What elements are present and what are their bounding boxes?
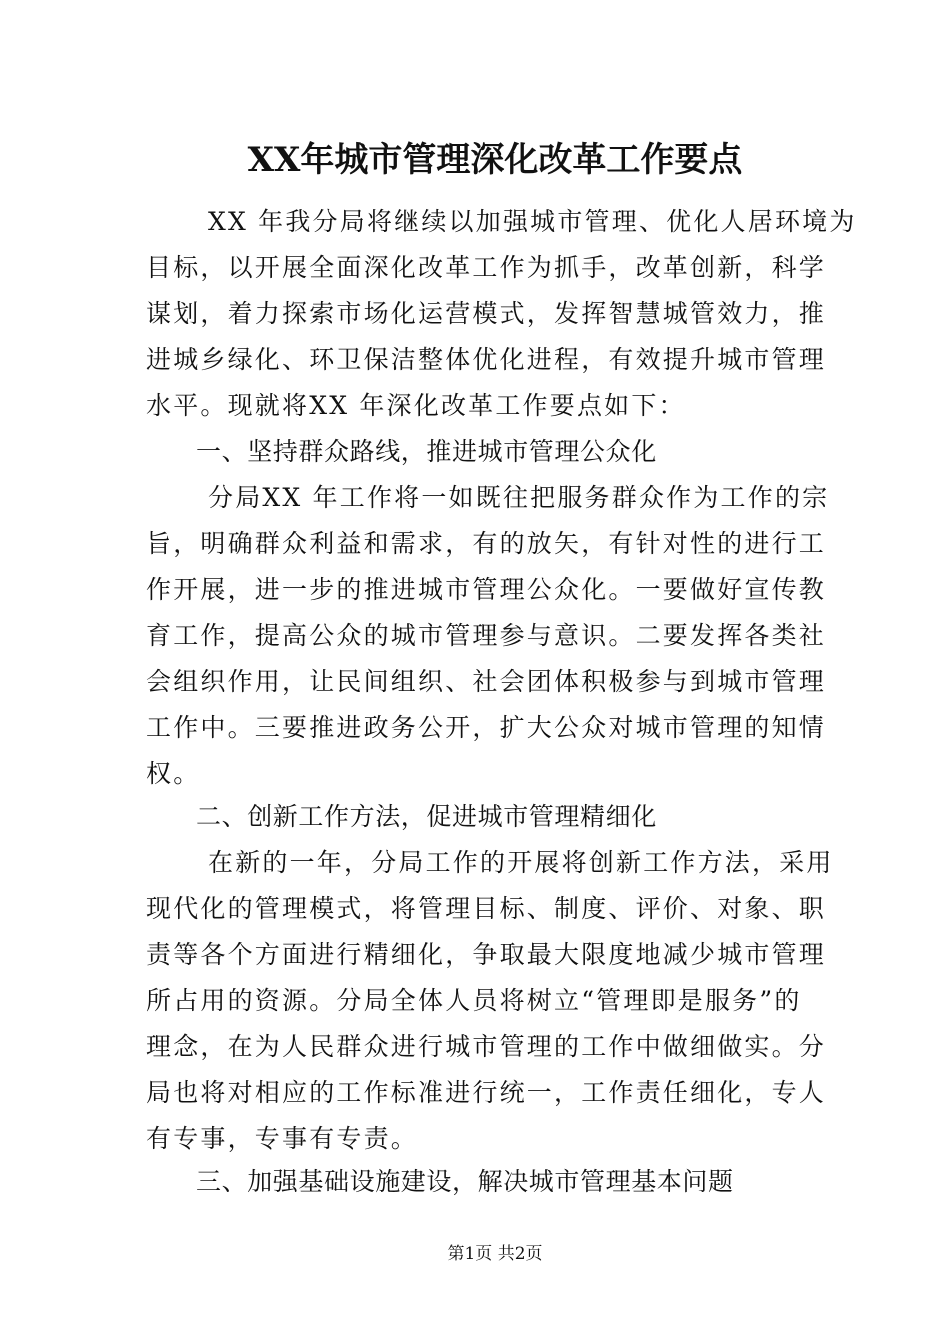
paragraph-line: 育工作，提高公众的城市管理参与意识。二要发挥各类社 (146, 621, 827, 650)
paragraph-line: 分局XX 年工作将一如既往把服务群众作为工作的宗 (208, 483, 830, 512)
paragraph-line: 谋划，着力探索市场化运营模式，发挥智慧城管效力，推 (146, 299, 827, 328)
paragraph-line: 旨，明确群众利益和需求，有的放矢，有针对性的进行工 (146, 529, 827, 558)
section-heading: 三、加强基础设施建设，解决城市管理基本问题 (196, 1167, 734, 1196)
paragraph-line: 有专事，专事有专责。 (146, 1124, 419, 1153)
paragraph-line: 会组织作用，让民间组织、社会团体积极参与到城市管理 (146, 667, 827, 696)
paragraph-line: 在新的一年，分局工作的开展将创新工作方法，采用 (208, 848, 834, 877)
paragraph-line: 所占用的资源。分局全体人员将树立“管理即是服务”的 (146, 986, 802, 1015)
page-footer: 第1页 共2页 (447, 1244, 543, 1264)
paragraph-line: 目标，以开展全面深化改革工作为抓手，改革创新，科学 (146, 253, 827, 282)
paragraph-line: 现代化的管理模式，将管理目标、制度、评价、对象、职 (146, 894, 827, 923)
paragraph-line: XX 年我分局将继续以加强城市管理、优化人居环境为 (208, 207, 857, 236)
paragraph-line: 理念，在为人民群众进行城市管理的工作中做细做实。分 (146, 1032, 827, 1061)
paragraph-line: 工作中。三要推进政务公开，扩大公众对城市管理的知情 (146, 713, 827, 742)
paragraph-line: 责等各个方面进行精细化，争取最大限度地减少城市管理 (146, 940, 827, 969)
section-heading: 二、创新工作方法，促进城市管理精细化 (196, 802, 657, 831)
section-heading: 一、坚持群众路线，推进城市管理公众化 (196, 437, 657, 466)
document-title: XX年城市管理深化改革工作要点 (247, 140, 743, 180)
paragraph-line: 作开展，进一步的推进城市管理公众化。一要做好宣传教 (146, 575, 827, 604)
paragraph-line: 进城乡绿化、环卫保洁整体优化进程，有效提升城市管理 (146, 345, 827, 374)
paragraph-line: 水平。现就将XX 年深化改革工作要点如下： (146, 391, 686, 420)
paragraph-line: 局也将对相应的工作标准进行统一，工作责任细化，专人 (146, 1078, 827, 1107)
paragraph-line: 权。 (146, 759, 201, 788)
